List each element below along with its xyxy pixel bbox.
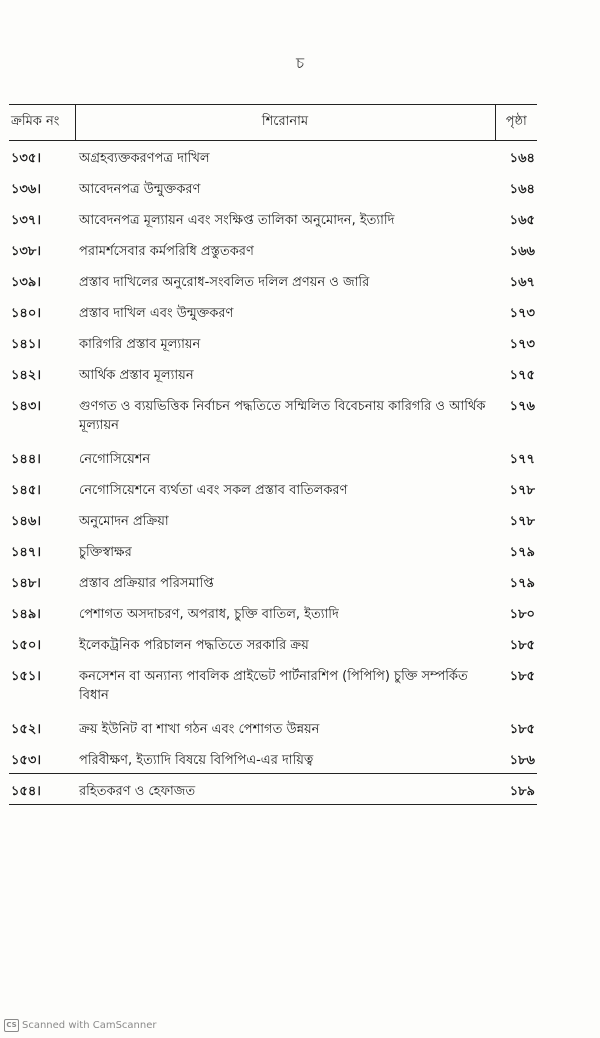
row-page: ১৬৫ — [509, 212, 535, 228]
watermark-text: Scanned with CamScanner — [22, 1020, 157, 1031]
row-title: কারিগরি প্রস্তাব মূল্যায়ন — [79, 336, 201, 352]
row-number: ১৫২। — [11, 721, 41, 737]
row-title: পরিবীক্ষণ, ইত্যাদি বিষয়ে বিপিপিএ-এর দায়িত্ব — [79, 752, 314, 768]
row-title: নেগোসিয়েশনে ব্যর্থতা এবং সকল প্রস্তাব বাতিলকরণ — [79, 482, 348, 498]
row-title: পরামর্শসেবার কর্মপরিধি প্রস্তুতকরণ — [79, 243, 254, 259]
row-title: নেগোসিয়েশন — [79, 451, 151, 467]
row-title: আর্থিক প্রস্তাব মূল্যায়ন — [79, 367, 194, 383]
table-row — [9, 141, 537, 172]
row-page: ১৭৬ — [509, 398, 535, 414]
row-page: ১৭৯ — [509, 575, 535, 591]
row-title: ক্রয় ইউনিট বা শাখা গঠন এবং পেশাগত উন্নয়ন — [79, 721, 320, 737]
row-number: ১৪৯। — [11, 606, 41, 622]
page-letter: চ — [295, 54, 305, 72]
row-page: ১৭৮ — [509, 482, 535, 498]
row-page: ১৮৬ — [509, 752, 535, 768]
row-page: ১৮৫ — [509, 637, 535, 653]
row-title: গুণগত ও ব্যয়ভিত্তিক নির্বাচন পদ্ধতিতে সম্মিলিত বিবেচনায় কারিগরি ও আর্থিক মূল্যায়ন — [79, 398, 486, 433]
row-number: ১৪৩। — [11, 398, 41, 414]
row-title: চুক্তিস্বাক্ষর — [79, 544, 132, 560]
table-row — [9, 597, 537, 628]
table-row — [9, 774, 537, 805]
row-title: অনুমোদন প্রক্রিয়া — [79, 513, 169, 529]
row-title: রহিতকরণ ও হেফাজত — [75, 774, 495, 805]
table-row — [9, 327, 537, 358]
row-number: ১৫০। — [11, 637, 41, 653]
table-row — [9, 566, 537, 597]
table-row — [9, 203, 537, 234]
row-page: ১৭৭ — [509, 451, 535, 467]
toc-table — [9, 104, 537, 805]
row-page: ১৮০ — [509, 606, 535, 622]
table-row — [9, 535, 537, 566]
row-title: কনসেশন বা অন্যান্য পাবলিক প্রাইভেট পার্টনারশিপ (পিপিপি) চুক্তি সম্পর্কিত বিধান — [79, 668, 468, 703]
row-number: ১৩৫। — [11, 151, 41, 166]
table-row — [9, 234, 537, 265]
table-row — [9, 628, 537, 659]
header-title: শিরোনাম — [75, 105, 495, 141]
header-page: পৃষ্ঠা — [495, 105, 537, 141]
row-page: ১৬৭ — [509, 274, 535, 290]
table-row — [9, 265, 537, 296]
row-title: আবেদনপত্র মূল্যায়ন এবং সংক্ষিপ্ত তালিকা অনুমোদন, ইত্যাদি — [79, 212, 395, 228]
row-number: ১৪৪। — [11, 451, 41, 467]
toc-body — [9, 141, 537, 805]
row-title: ইলেকট্রনিক পরিচালন পদ্ধতিতে সরকারি ক্রয় — [79, 637, 309, 653]
row-page: ১৬৬ — [509, 243, 535, 259]
header-serial: ক্রমিক নং — [9, 105, 75, 141]
row-title: আবেদনপত্র উন্মুক্তকরণ — [79, 181, 201, 197]
row-page: ১৬৪ — [509, 181, 535, 197]
row-number: ১৪১। — [11, 336, 41, 352]
row-number: ১৩৬। — [11, 181, 41, 197]
row-number: ১৩৭। — [11, 212, 41, 228]
row-page: ১৮৫ — [509, 668, 535, 684]
row-number: ১৪৮। — [11, 575, 41, 591]
scanner-watermark — [4, 1019, 157, 1032]
table-row — [9, 504, 537, 535]
table-row — [9, 358, 537, 389]
table-row — [9, 296, 537, 327]
row-title: পেশাগত অসদাচরণ, অপরাধ, চুক্তি বাতিল, ইত্যাদি — [79, 606, 339, 622]
row-title: অগ্রহব্যক্তকরণপত্র দাখিল — [79, 151, 210, 166]
table-row — [9, 389, 537, 442]
row-number: ১৩৯। — [11, 274, 41, 290]
table-row — [9, 442, 537, 473]
row-number: ১৪৫। — [11, 482, 41, 498]
table-row — [9, 172, 537, 203]
row-number: ১৪৬। — [11, 513, 41, 529]
row-page: ১৭৯ — [509, 544, 535, 560]
row-page: ১৮৯ — [495, 774, 537, 805]
toc-header-row — [9, 105, 537, 141]
camscanner-logo-icon: CS — [4, 1019, 19, 1032]
row-title: প্রস্তাব দাখিল এবং উন্মুক্তকরণ — [79, 305, 234, 321]
row-page: ১৭৩ — [509, 305, 535, 321]
row-number: ১৫৪। — [9, 774, 75, 805]
table-row — [9, 712, 537, 743]
row-page: ১৭৫ — [509, 367, 535, 383]
row-page: ১৭৩ — [509, 336, 535, 352]
table-row — [9, 743, 537, 774]
row-page: ১৬৪ — [509, 151, 535, 166]
row-number: ১৫১। — [11, 668, 41, 684]
row-number: ১৪৭। — [11, 544, 41, 560]
table-row — [9, 659, 537, 712]
row-page: ১৮৫ — [509, 721, 535, 737]
table-row — [9, 473, 537, 504]
row-number: ১৪২। — [11, 367, 41, 383]
row-title: প্রস্তাব দাখিলের অনুরোধ-সংবলিত দলিল প্রণয়ন ও জারি — [79, 274, 370, 290]
row-title: প্রস্তাব প্রক্রিয়ার পরিসমাপ্তি — [79, 575, 214, 591]
row-number: ১৫৩। — [11, 752, 41, 768]
row-page: ১৭৮ — [509, 513, 535, 529]
row-number: ১৪০। — [11, 305, 41, 321]
row-number: ১৩৮। — [11, 243, 41, 259]
